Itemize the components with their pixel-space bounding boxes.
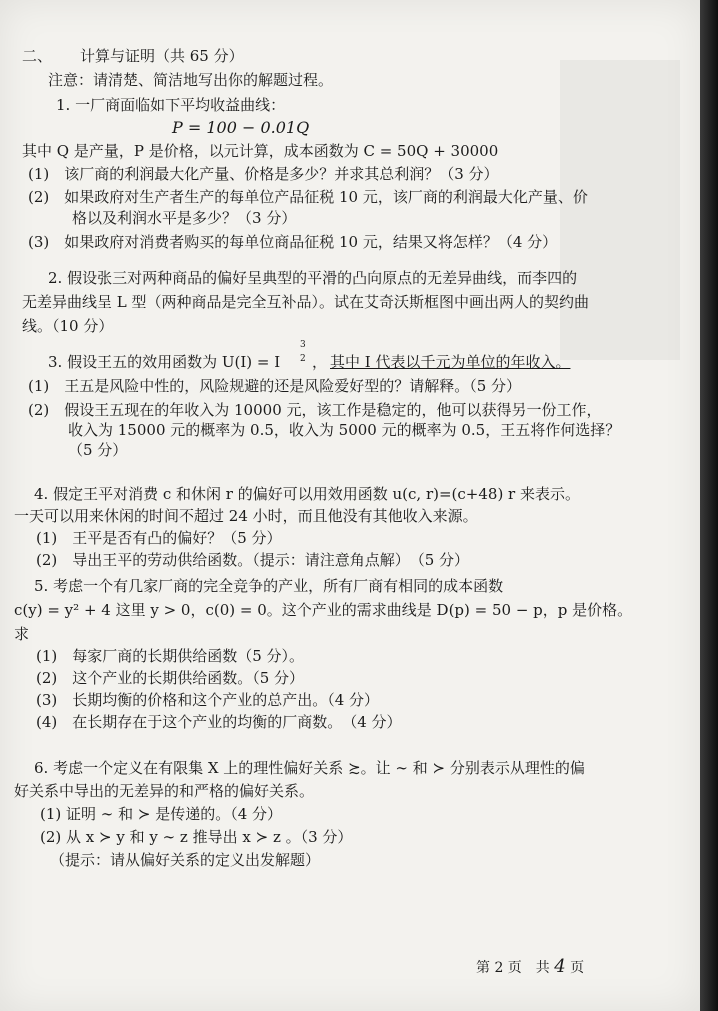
- q4-line1: 4. 假定王平对消费 c 和休闲 r 的偏好可以用效用函数 u(c, r)=(c+48) r 来表示。: [34, 485, 581, 503]
- q4-line2: 一天可以用来休闲的时间不超过 24 小时，而且他没有其他收入来源。: [14, 507, 478, 525]
- q6-hint: （提示：请从偏好关系的定义出发解题）: [50, 851, 321, 869]
- q1-intro: 1. 一厂商面临如下平均收益曲线：: [56, 96, 286, 114]
- scan-bleed: [560, 60, 680, 360]
- q5-part2: (2) 这个产业的长期供给函数。（5 分）: [36, 669, 305, 687]
- q6-line1: 6. 考虑一个定义在有限集 X 上的理性偏好关系 ≿。让 ∼ 和 ≻ 分别表示从理性的偏: [34, 759, 585, 777]
- page-label: 第 2 页 共: [476, 960, 550, 976]
- q3-part2-line1: (2) 假设王五现在的年收入为 10000 元，该工作是稳定的，他可以获得另一份工作，: [28, 401, 602, 419]
- q3-part2-line3: （5 分）: [68, 441, 128, 459]
- section-number: 二、: [22, 47, 53, 65]
- scan-dark-edge: [700, 0, 718, 1011]
- q5-part3: (3) 长期均衡的价格和这个产业的总产出。（4 分）: [36, 691, 380, 709]
- instructions-note: 注意：请清楚、简洁地写出你的解题过程。: [48, 71, 334, 89]
- q3-exponent-numerator: 3: [300, 340, 306, 350]
- page-suffix: 页: [570, 960, 585, 976]
- q6-line2: 好关系中导出的无差异的和严格的偏好关系。: [14, 782, 315, 800]
- q1-part3: (3) 如果政府对消费者购买的每单位商品征税 10 元，结果又将怎样？（4 分）: [28, 233, 558, 251]
- q5-line2: c(y) = y² + 4 这里 y > 0，c(0) = 0。这个产业的需求曲线是 D(p) = 50 − p，p 是价格。: [14, 601, 633, 619]
- q4-part1: (1) 王平是否有凸的偏好？（5 分）: [36, 529, 282, 547]
- q5-line1: 5. 考虑一个有几家厂商的完全竞争的产业，所有厂商有相同的成本函数: [34, 577, 504, 595]
- q1-demand-equation: P = 100 − 0.01Q: [172, 118, 310, 137]
- q5-part1: (1) 每家厂商的长期供给函数（5 分）。: [36, 647, 305, 665]
- q5-line3: 求: [14, 625, 30, 643]
- section-heading: 计算与证明（共 65 分）: [80, 47, 244, 65]
- q1-part2-line2: 格以及利润水平是多少？（3 分）: [72, 209, 297, 227]
- total-pages: 4: [554, 956, 566, 977]
- q1-part2-line1: (2) 如果政府对生产者生产的每单位产品征税 10 元，该厂商的利润最大化产量、价: [28, 188, 588, 206]
- q6-part1: (1) 证明 ∼ 和 ≻ 是传递的。（4 分）: [40, 805, 283, 823]
- q3-comma: ，: [312, 353, 328, 371]
- q2-line2: 无差异曲线呈 L 型（两种商品是完全互补品）。试在艾奇沃斯框图中画出两人的契约曲: [22, 293, 590, 311]
- page-number-footer: [476, 958, 584, 977]
- q5-part4: (4) 在长期存在于这个产业的均衡的厂商数。 （4 分）: [36, 713, 402, 731]
- q3-utility-function: 3. 假设王五的效用函数为 U(I) = I: [48, 353, 281, 371]
- q3-part2-line2: 收入为 15000 元的概率为 0.5，收入为 5000 元的概率为 0.5，王五将作何选择？: [68, 421, 621, 439]
- q1-cost-function: 其中 Q 是产量，P 是价格，以元计算，成本函数为 C = 50Q + 30000: [22, 142, 499, 160]
- q1-part1: (1) 该厂商的利润最大化产量、价格是多少？并求其总利润？（3 分）: [28, 165, 499, 183]
- q2-line3: 线。（10 分）: [22, 317, 114, 335]
- q2-line1: 2. 假设张三对两种商品的偏好呈典型的平滑的凸向原点的无差异曲线，而李四的: [48, 269, 578, 287]
- q4-part2: (2) 导出王平的劳动供给函数。（提示：请注意角点解） （5 分）: [36, 551, 470, 569]
- q3-income-definition: 其中 I 代表以千元为单位的年收入。: [330, 353, 571, 371]
- q3-part1: (1) 王五是风险中性的，风险规避的还是风险爱好型的？请解释。（5 分）: [28, 377, 522, 395]
- q6-part2: (2) 从 x ≻ y 和 y ∼ z 推导出 x ≻ z 。（3 分）: [40, 828, 353, 846]
- q3-exponent-denominator: 2: [300, 354, 306, 364]
